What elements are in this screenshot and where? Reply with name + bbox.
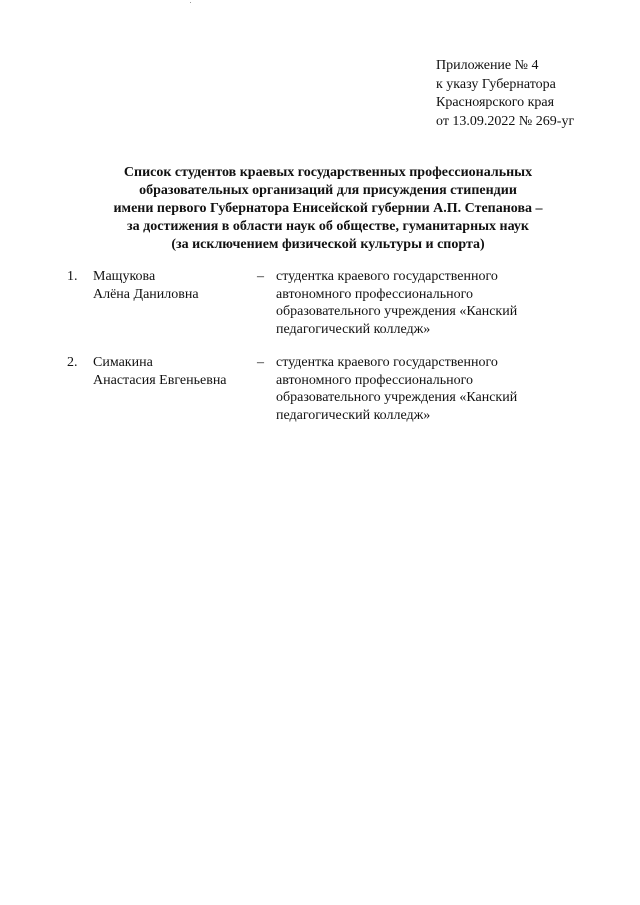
student-name <box>93 354 227 389</box>
description-line: образовательного учреждения «Канский <box>276 390 518 405</box>
appendix-line: Приложение № 4 <box>436 58 539 73</box>
appendix-line: от 13.09.2022 № 269-уг <box>436 113 575 129</box>
entry-dash: – <box>257 269 264 284</box>
description-line: образовательного учреждения «Канский <box>276 304 518 319</box>
student-description <box>276 268 576 338</box>
appendix-line: к указу Губернатора <box>436 76 556 92</box>
description-line: студентка краевого государственного <box>276 269 498 284</box>
student-name <box>93 268 199 303</box>
student-given-names: Алёна Даниловна <box>93 286 199 302</box>
entry-dash: – <box>257 355 264 370</box>
scan-speck <box>190 2 191 3</box>
student-surname: Мащукова <box>93 269 156 284</box>
appendix-reference <box>436 57 574 131</box>
document-title <box>60 164 596 254</box>
description-line: педагогический колледж» <box>276 407 431 423</box>
student-description <box>276 354 576 424</box>
title-line: образовательных организаций для присуждения стипендии <box>139 183 517 198</box>
appendix-line: Красноярского края <box>436 95 555 110</box>
title-line: имени первого Губернатора Енисейской губернии А.П. Степанова – <box>113 201 543 216</box>
title-line: Список студентов краевых государственных профессиональных <box>123 165 533 180</box>
description-line: автономного профессионального <box>276 372 474 388</box>
student-given-names: Анастасия Евгеньевна <box>93 372 227 388</box>
description-line: автономного профессионального <box>276 286 474 302</box>
student-surname: Симакина <box>93 355 153 370</box>
title-line: за достижения в области наук об обществе, гуманитарных наук <box>127 219 529 234</box>
title-line: (за исключением физической культуры и спорта) <box>171 237 485 252</box>
description-line: студентка краевого государственного <box>276 355 498 370</box>
entry-number: 1. <box>67 269 78 284</box>
description-line: педагогический колледж» <box>276 321 431 337</box>
entry-number: 2. <box>67 355 78 370</box>
